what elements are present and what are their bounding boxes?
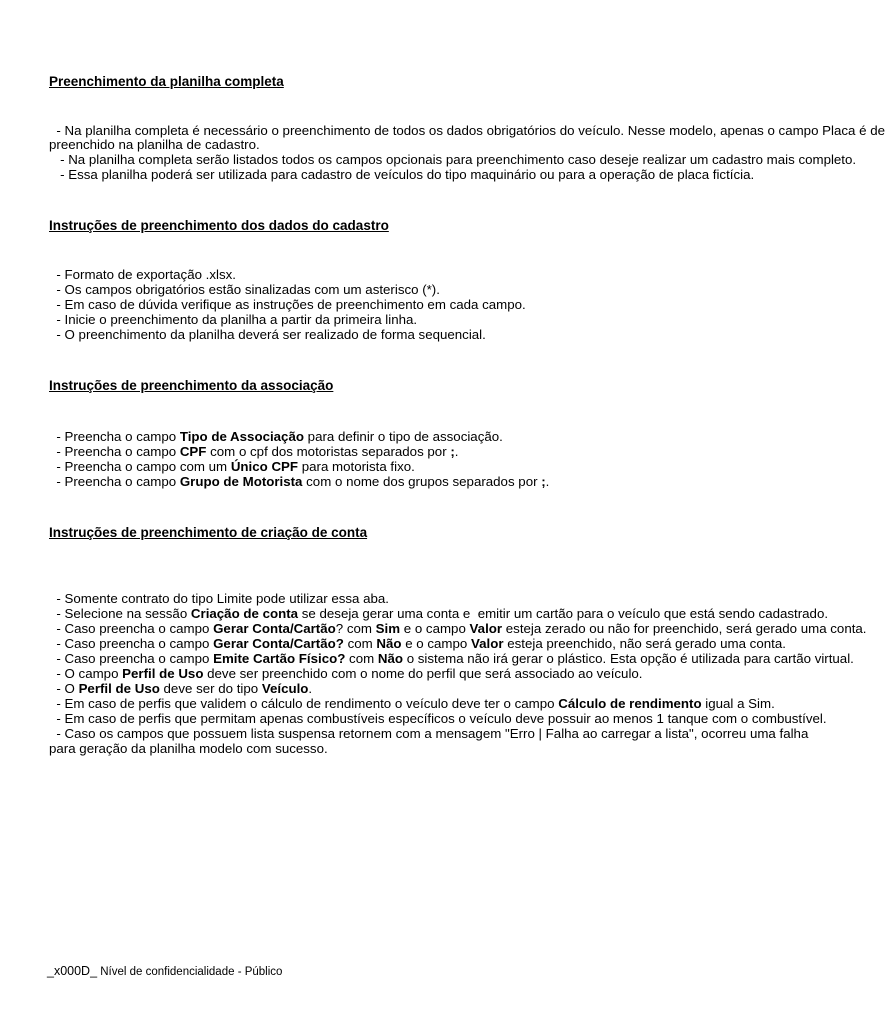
text-run: e o campo [400,621,470,636]
section-heading-criacao-conta: Instruções de preenchimento de criação de conta [49,525,368,540]
text-run: - Preencha o campo [49,429,180,444]
bold-text-run: Grupo de Motorista [179,474,303,489]
text-run: deve ser do tipo [159,681,262,696]
text-run: - Caso preencha o campo [49,651,214,666]
text-run: preenchido na planilha de cadastro. [49,137,260,152]
bold-text-run: Não [377,651,403,666]
text-run: igual a Sim. [701,696,775,711]
text-line [49,666,643,681]
text-run: com o nome dos grupos separados por [302,474,542,489]
text-line [49,606,828,621]
text-line [49,696,775,711]
text-line [49,621,867,636]
text-line [49,297,526,312]
bold-text-run: Gerar Conta/Cartão [213,621,336,636]
confidentiality-footer [47,964,282,978]
bold-text-run: ; [450,444,455,459]
text-run: - O [49,681,79,696]
text-line [49,327,486,342]
bold-text-run: CPF [179,444,207,459]
bold-text-run: Cálculo de rendimento [558,696,702,711]
bold-text-run: Perfil de Uso [122,666,204,681]
text-line [49,711,827,726]
text-run: - Selecione na sessão [49,606,191,621]
text-line [49,741,328,756]
bold-text-run: Valor [471,636,504,651]
bold-text-run: Valor [469,621,503,636]
text-run: . [454,444,459,459]
text-line [49,152,856,167]
text-line [49,726,808,741]
bold-text-run: Veículo [261,681,309,696]
text-run: - Preencha o campo [49,474,180,489]
bold-text-run: Único CPF [230,459,299,474]
text-line [49,636,786,651]
text-line [49,681,312,696]
text-run: deve ser preenchido com o nome do perfil que será associado ao veículo. [203,666,643,681]
text-run: - Caso preencha o campo [49,621,214,636]
text-run: - Em caso de dúvida verifique as instruções de preenchimento em cada campo. [49,297,526,312]
section-heading-dados-cadastro: Instruções de preenchimento dos dados do cadastro [49,218,389,233]
text-run: esteja preenchido, não será gerado uma conta. [503,636,786,651]
footer-label: Nível de confidencialidade - Público [97,966,283,978]
bold-text-run: Sim [375,621,401,636]
bold-text-run: ; [541,474,546,489]
text-run: - O campo [49,666,123,681]
text-line [49,123,885,138]
text-line [49,651,854,666]
text-run: - Inicie o preenchimento da planilha a partir da primeira linha. [49,312,418,327]
text-run: com o cpf dos motoristas separados por [206,444,451,459]
text-line [49,591,389,606]
text-line [49,137,260,152]
section-heading-associacao: Instruções de preenchimento da associação [49,378,334,393]
text-run: com [343,636,377,651]
bold-text-run: Tipo de Associação [179,429,304,444]
text-run: para geração da planilha modelo com sucesso. [49,741,328,756]
text-run: - Formato de exportação .xlsx. [49,267,236,282]
text-run: - Preencha o campo [49,444,180,459]
text-run: ? com [335,621,376,636]
text-run: - Os campos obrigatórios estão sinalizadas com um asterisco (*). [49,282,440,297]
text-run: - Preencha o campo com um [49,459,231,474]
text-line [49,167,754,182]
text-line [49,444,458,459]
text-run: . [545,474,550,489]
text-run: - O preenchimento da planilha deverá ser realizado de forma sequencial. [49,327,486,342]
text-run: - Na planilha completa é necessário o preenchimento de todos os dados obrigatórios do veículo. Nesse modelo, apenas o campo Placa é de [49,123,885,138]
text-run: - Caso os campos que possuem lista suspensa retornem com a mensagem "Erro | Falha ao carregar a lista", ocorreu uma falha [49,726,809,741]
text-run: o sistema não irá gerar o plástico. Esta opção é utilizada para cartão virtual. [403,651,854,666]
section-heading-planilha-completa: Preenchimento da planilha completa [49,74,284,89]
text-run: . [308,681,313,696]
text-line [49,282,440,297]
text-run: - Em caso de perfis que validem o cálculo de rendimento o veículo deve ter o campo [49,696,559,711]
bold-text-run: Criação de conta [190,606,299,621]
footer-code: _x000D_ [47,964,98,978]
text-run: esteja zerado ou não for preenchido, será gerado uma conta. [502,621,867,636]
text-run: - Somente contrato do tipo Limite pode utilizar essa aba. [49,591,389,606]
text-line [49,429,503,444]
text-run: - Na planilha completa serão listados todos os campos opcionais para preenchimento caso deseje realizar um cadastro mais completo. [49,152,857,167]
bold-text-run: Gerar Conta/Cartão? [213,636,344,651]
text-run: - Em caso de perfis que permitam apenas combustíveis específicos o veículo deve possuir ao menos 1 tanque com o combustível. [49,711,827,726]
text-run: - Caso preencha o campo [49,636,214,651]
bold-text-run: Emite Cartão Físico? [213,651,346,666]
text-run: - Essa planilha poderá ser utilizada para cadastro de veículos do tipo maquinário ou para a operação de placa fictícia. [49,167,755,182]
text-run: e o campo [401,636,471,651]
bold-text-run: Não [376,636,402,651]
text-line [49,459,415,474]
bold-text-run: Perfil de Uso [78,681,160,696]
text-run: com [345,651,378,666]
text-line [49,267,236,282]
text-run: para motorista fixo. [298,459,415,474]
text-line [49,474,549,489]
text-run: para definir o tipo de associação. [303,429,503,444]
text-run: se deseja gerar uma conta e emitir um cartão para o veículo que está sendo cadastrado. [298,606,829,621]
text-line [49,312,417,327]
